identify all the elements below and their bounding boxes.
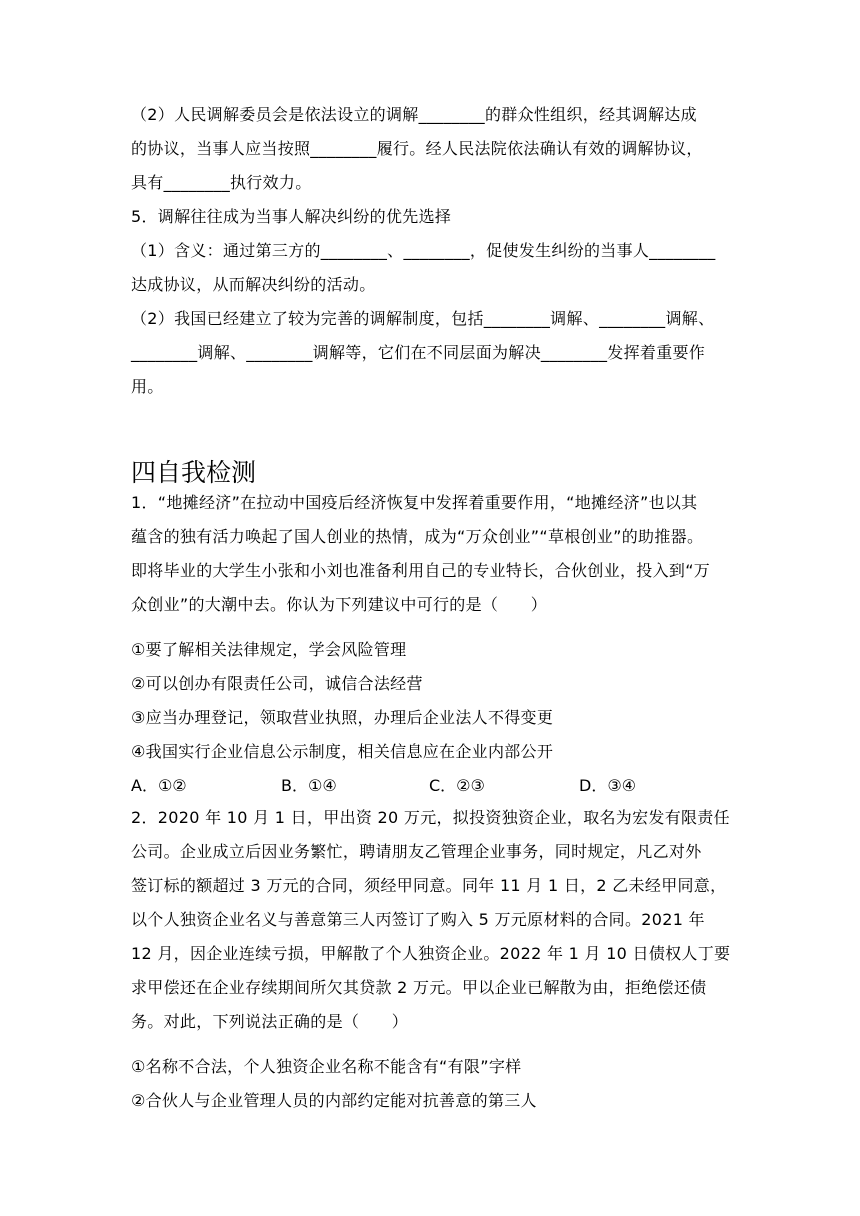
question-2-line: 以个人独资企业名义与善意第三人丙签订了购入 5 万元原材料的合同。2021 年 (131, 910, 705, 929)
text-line: ________调解、________调解等，它们在不同层面为解决________发挥着重要作 (131, 343, 706, 362)
option-a: A．①② (131, 776, 187, 795)
question-2-line: 签订标的额超过 3 万元的合同，须经甲同意。同年 11 月 1 日，2 乙未经甲同意， (131, 876, 727, 895)
question-2-line: 务。对此，下列说法正确的是（ ） (131, 1012, 409, 1031)
text-line: 用。 (131, 377, 164, 396)
statement-2: ②可以创办有限责任公司，诚信合法经营 (131, 674, 423, 693)
section-heading: 四自我检测 (131, 458, 257, 487)
text-line: （1）含义：通过第三方的________、________，促使发生纠纷的当事人________ (131, 241, 716, 260)
question-1-line: 1．“地摊经济”在拉动中国疫后经济恢复中发挥着重要作用，“地摊经济”也以其 (131, 493, 698, 512)
item-title: 5．调解往往成为当事人解决纠纷的优先选择 (131, 207, 452, 226)
statement-1: ①要了解相关法律规定，学会风险管理 (131, 640, 407, 659)
question-1-line: 众创业”的大潮中去。你认为下列建议中可行的是（ ） (131, 595, 548, 614)
text-line: 的协议，当事人应当按照________履行。经人民法院依法确认有效的调解协议， (131, 139, 703, 158)
text-line: （2）人民调解委员会是依法设立的调解________的群众性组织，经其调解达成 (131, 105, 697, 124)
question-2-line: 求甲偿还在企业存续期间所欠其贷款 2 万元。甲以企业已解散为由，拒绝偿还债 (131, 978, 707, 997)
statement-1: ①名称不合法，个人独资企业名称不能含有“有限”字样 (131, 1057, 522, 1076)
statement-4: ④我国实行企业信息公示制度，相关信息应在企业内部公开 (131, 742, 554, 761)
question-2-line: 2．2020 年 10 月 1 日，甲出资 20 万元，拟投资独资企业，取名为宏发有限责任 (131, 808, 730, 827)
question-2-line: 公司。企业成立后因业务繁忙，聘请朋友乙管理企业事务，同时规定，凡乙对外 (131, 842, 702, 861)
statement-2: ②合伙人与企业管理人员的内部约定能对抗善意的第三人 (131, 1091, 537, 1110)
option-c: C．②③ (429, 776, 485, 795)
option-d: D．③④ (579, 776, 637, 795)
question-1-line: 蕴含的独有活力唤起了国人创业的热情，成为“万众创业”“草根创业”的助推器。 (131, 527, 704, 546)
text-line: （2）我国已经建立了较为完善的调解制度，包括________调解、________调解、 (131, 309, 715, 328)
question-2-line: 12 月，因企业连续亏损，甲解散了个人独资企业。2022 年 1 月 10 日债权人丁要 (131, 944, 731, 963)
text-line: 具有________执行效力。 (131, 173, 312, 192)
option-b: B．①④ (281, 776, 337, 795)
text-line: 达成协议，从而解决纠纷的活动。 (131, 275, 376, 294)
statement-3: ③应当办理登记，领取营业执照，办理后企业法人不得变更 (131, 708, 554, 727)
question-1-line: 即将毕业的大学生小张和小刘也准备利用自己的专业特长，合伙创业，投入到“万 (131, 561, 711, 580)
